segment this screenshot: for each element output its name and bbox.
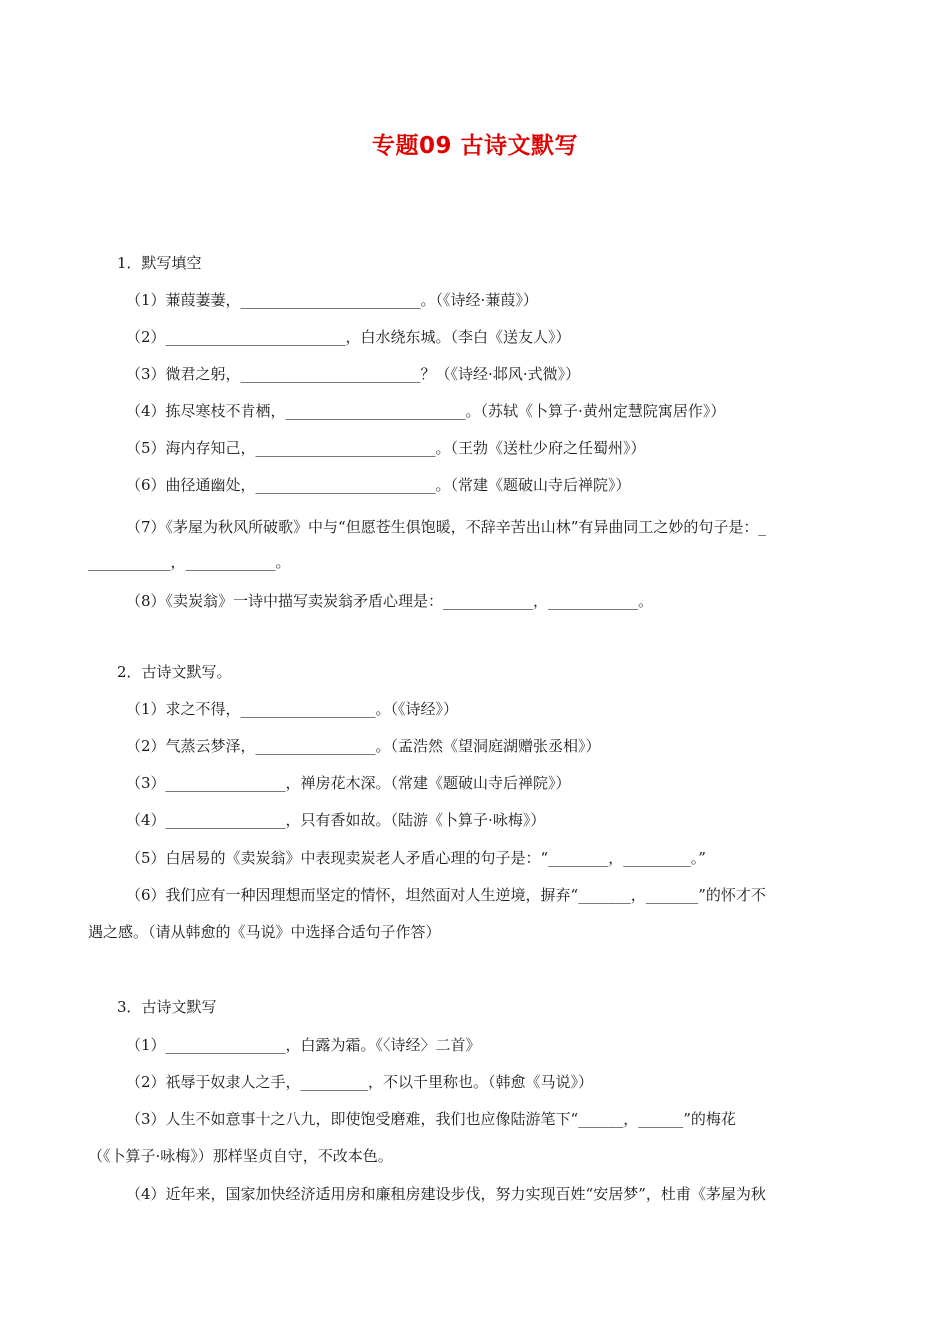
question-line: （5）白居易的《卖炭翁》中表现卖炭老人矛盾心理的句子是：“________，_________。”: [126, 849, 706, 867]
question-line: （2）________________________，白水绕东城。（李白《送友人》）: [126, 328, 571, 346]
question-line-continued: 遇之感。（请从韩愈的《马说》中选择合适句子作答）: [88, 923, 441, 941]
question-line: （7）《茅屋为秋风所破歌》中与“但愿苍生俱饱暖，不辞辛苦出山林”有异曲同工之妙的句子是：_: [126, 518, 766, 536]
section-2-heading: 2．古诗文默写。: [117, 663, 232, 681]
question-line: （3）________________，禅房花木深。（常建《题破山寺后禅院》）: [126, 774, 571, 792]
question-line: （1）求之不得，__________________。（《诗经》）: [126, 700, 459, 718]
question-line: （6）曲径通幽处，________________________。（常建《题破山寺后禅院》）: [126, 476, 631, 494]
question-line: （3）微君之躬，________________________？（《诗经·邶风·式微》）: [126, 365, 581, 383]
question-line: （4）拣尽寒枝不肯栖，________________________。（苏轼《卜算子·黄州定慧院寓居作》）: [126, 402, 726, 420]
section-1-heading: 1．默写填空: [117, 254, 202, 272]
question-line: （1）________________，白露为霜。《〈诗经〉二首》: [126, 1036, 481, 1054]
question-line: （6）我们应有一种因理想而坚定的情怀，坦然面对人生逆境，摒弃“_______，_______”的怀才不: [126, 886, 766, 904]
question-line: （2）气蒸云梦泽，________________。（孟浩然《望洞庭湖赠张丞相》）: [126, 737, 601, 755]
question-line-continued: （《卜算子·咏梅》）那样坚贞自守，不改本色。: [88, 1147, 393, 1165]
page-title: 专题09 古诗文默写: [371, 133, 578, 159]
question-line: （3）人生不如意事十之八九，即使饱受磨难，我们也应像陆游笔下“______，______”的梅花: [126, 1110, 736, 1128]
question-line: （5）海内存知己，________________________。（王勃《送杜少府之任蜀州》）: [126, 439, 646, 457]
question-line: （2）祇辱于奴隶人之手，_________，不以千里称也。（韩愈《马说》）: [126, 1073, 594, 1091]
question-line: （1）蒹葭萋萋，________________________。（《诗经·蒹葭》）: [126, 291, 538, 309]
question-line: （8）《卖炭翁》一诗中描写卖炭翁矛盾心理是：____________，____________。: [126, 592, 654, 610]
question-line: （4）近年来，国家加快经济适用房和廉租房建设步伐，努力实现百姓“安居梦”，杜甫《茅屋为秋: [126, 1185, 766, 1203]
section-3-heading: 3．古诗文默写: [117, 998, 217, 1016]
question-line: （4）________________，只有香如故。（陆游《卜算子·咏梅》）: [126, 811, 546, 829]
question-line-continued: ___________，____________。: [88, 553, 291, 571]
